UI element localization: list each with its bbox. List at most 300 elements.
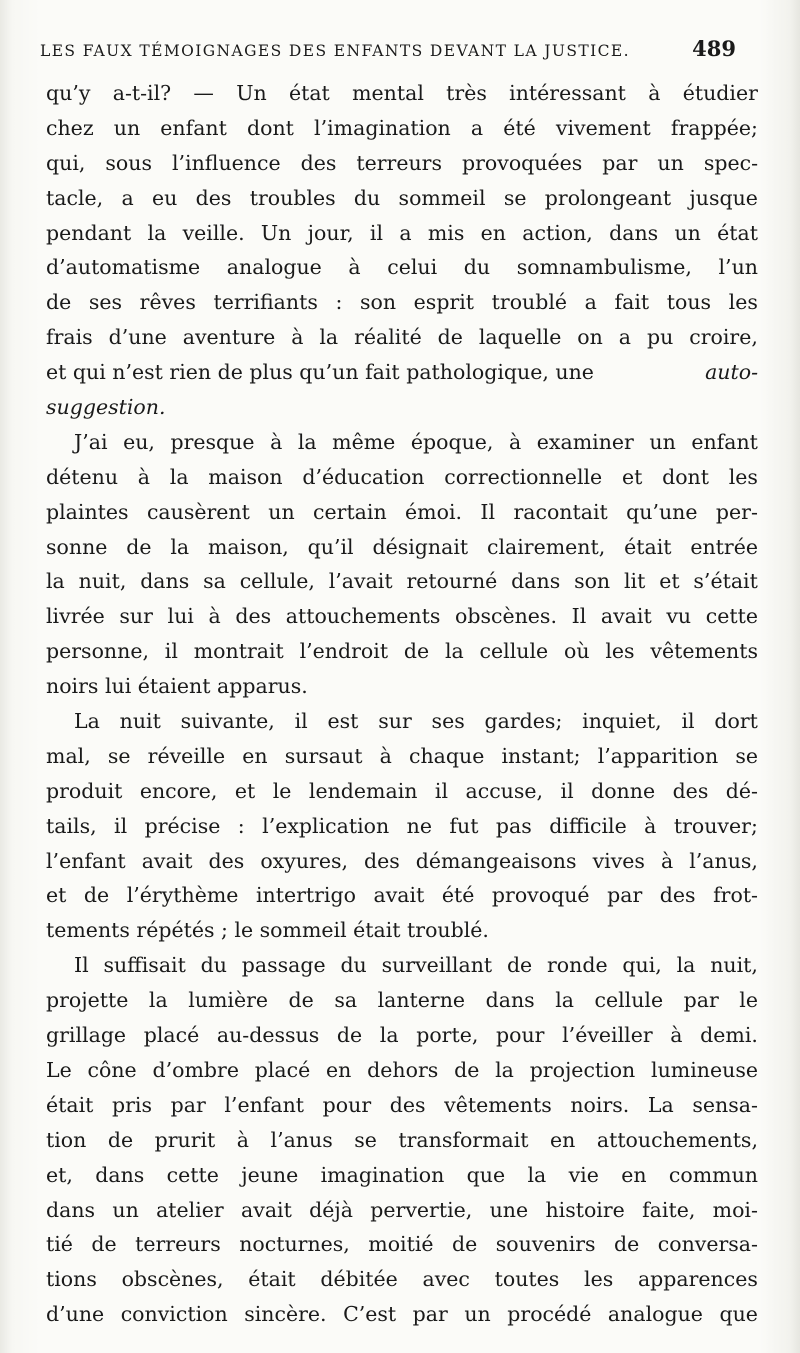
word: faite, [642, 1197, 696, 1222]
word: maison [208, 464, 283, 489]
text-line: tements répétés ; le sommeil était troublé. [46, 918, 489, 943]
word: frais [46, 325, 93, 350]
word: en [621, 1162, 647, 1187]
word: certain [313, 499, 387, 524]
word: chaque [408, 743, 485, 768]
word: tié [46, 1232, 73, 1257]
word: frappée; [670, 115, 758, 140]
word: qui, [46, 150, 86, 175]
italic-text: auto- [705, 360, 758, 385]
word: des [672, 778, 709, 803]
word: a [584, 290, 597, 315]
word: la [444, 639, 464, 664]
word: La [647, 1092, 674, 1117]
word: avec [422, 1267, 470, 1292]
word: dans [140, 569, 190, 594]
word: s’était [693, 569, 758, 594]
word: laquelle [478, 325, 562, 350]
word: des [300, 150, 337, 175]
text-line [46, 181, 758, 216]
word: d’une [108, 325, 167, 350]
word: obscènes, [121, 1267, 224, 1292]
word: au-dessus [216, 1023, 320, 1048]
word: spec- [703, 150, 758, 175]
word: celui [387, 255, 438, 280]
word: troublé [491, 290, 568, 315]
word: du [353, 185, 381, 210]
word: la [379, 1023, 399, 1048]
word: esprit [413, 290, 475, 315]
text-line [46, 320, 758, 355]
word: procédé [507, 1302, 592, 1327]
word: tion [46, 1127, 87, 1152]
word: en [326, 1057, 352, 1082]
text-line [46, 1088, 758, 1123]
word: l’enfant [46, 848, 126, 873]
word: à [509, 429, 522, 454]
word: et [659, 569, 680, 594]
word: cette [705, 604, 758, 629]
word: fait [614, 290, 650, 315]
word: noirs. [570, 1092, 630, 1117]
word: la [148, 988, 168, 1013]
word: de [437, 325, 463, 350]
word: action, [522, 220, 593, 245]
word: à [348, 255, 361, 280]
word: tacle, [46, 185, 104, 210]
word: la [319, 325, 339, 350]
word: a [399, 220, 412, 245]
text-line [46, 285, 758, 320]
word: il [164, 639, 178, 664]
word: déjà [309, 1197, 353, 1222]
word: se [735, 743, 758, 768]
word: les [728, 464, 758, 489]
text-line [46, 495, 758, 530]
word: pour [496, 1023, 545, 1048]
word: terreurs [356, 150, 442, 175]
word: moitié [368, 1232, 434, 1257]
word: troubles [249, 185, 336, 210]
word: pour [322, 1092, 372, 1117]
word: analogue [226, 255, 322, 280]
text-line: noirs lui étaient apparus. [46, 674, 308, 699]
word: provoqué [491, 883, 590, 908]
word: à [208, 604, 221, 629]
word: sonne [46, 534, 108, 559]
word: a [618, 325, 632, 350]
word: Un [236, 81, 267, 105]
word: par [170, 1092, 206, 1117]
word: se [107, 743, 131, 768]
word: d’ombre [152, 1057, 239, 1082]
word: La [74, 709, 100, 734]
word: son [574, 569, 611, 594]
word: le [272, 778, 292, 803]
text-line [46, 844, 758, 879]
word: l’endroit [299, 639, 389, 664]
word: passage [241, 953, 326, 978]
word: — [193, 81, 214, 105]
word: suffisait [103, 953, 186, 978]
word: difficile [549, 813, 627, 838]
word: Le [46, 1057, 72, 1082]
word: des [364, 848, 400, 873]
word: instant; [501, 743, 581, 768]
word: la [147, 220, 167, 245]
word: l’imagination [314, 115, 451, 140]
word: obscènes. [454, 604, 557, 629]
word: lui [167, 604, 194, 629]
word: des [389, 1092, 426, 1117]
word: où [563, 639, 590, 664]
word: sommeil [398, 185, 486, 210]
word: commun [668, 1162, 758, 1187]
word: lumière [188, 988, 269, 1013]
word: cellule [594, 988, 664, 1013]
word: examiner [536, 429, 634, 454]
text-line [46, 1018, 758, 1053]
word: montrait [193, 639, 284, 664]
word: des [235, 604, 272, 629]
word: conviction [120, 1302, 228, 1327]
word: il [434, 778, 449, 803]
word: en [242, 743, 268, 768]
word: : [335, 290, 343, 315]
word: avait [141, 848, 193, 873]
word: pris [112, 1092, 152, 1117]
word: encore, [139, 778, 218, 803]
word: il [369, 220, 384, 245]
word: trouver; [673, 813, 758, 838]
text-line [46, 599, 758, 634]
word: de [91, 1232, 117, 1257]
word: jeune [241, 1162, 299, 1187]
word: cellule, [239, 569, 315, 594]
text-line [46, 1193, 758, 1228]
word: porte, [416, 1023, 479, 1048]
word: Il [571, 604, 587, 629]
word: toutes [494, 1267, 560, 1292]
word: la [170, 534, 190, 559]
word: réveille [147, 743, 226, 768]
word: l’anus, [689, 848, 758, 873]
italic-text: suggestion. [46, 395, 166, 420]
word: à [648, 81, 661, 105]
word: sensa- [692, 1092, 758, 1117]
word: était [46, 1092, 94, 1117]
word: personne, [46, 639, 149, 664]
word: transformait [398, 1127, 529, 1152]
word: en [480, 220, 506, 245]
word: en [550, 1127, 576, 1152]
word: : [237, 813, 245, 838]
word: correctionnelle [444, 464, 603, 489]
word: sous [105, 150, 152, 175]
word: entrée [690, 534, 758, 559]
word: projection [529, 1057, 636, 1082]
word: lit [623, 569, 646, 594]
word: lendemain [308, 778, 418, 803]
word: nuit, [78, 569, 127, 594]
word: pendant [46, 220, 132, 245]
word: étudier [682, 81, 758, 105]
word: sa [203, 569, 226, 594]
word: attouchements [285, 604, 441, 629]
page-number: 489 [692, 36, 736, 61]
word: à [137, 464, 151, 489]
word: les [728, 290, 758, 315]
word: cône [87, 1057, 137, 1082]
word: sur [119, 604, 153, 629]
word: du [340, 953, 367, 978]
text-line [46, 76, 758, 111]
word: accuse, [465, 778, 544, 803]
word: du [463, 255, 491, 280]
word: dans [485, 988, 535, 1013]
text-line [46, 878, 758, 913]
word: mal, [46, 743, 91, 768]
word: lumineuse [651, 1057, 758, 1082]
word: d’automatisme [46, 255, 201, 280]
text-line [46, 1123, 758, 1158]
word: qu’une [626, 499, 698, 524]
word: dans [609, 220, 659, 245]
word: d’éducation [302, 464, 425, 489]
word: histoire [545, 1197, 625, 1222]
word: produit [46, 778, 123, 803]
word: Il [480, 499, 496, 524]
word: ses [88, 290, 123, 315]
word: il [114, 813, 128, 838]
word: ronde [547, 953, 608, 978]
word: ne [406, 813, 432, 838]
word: gardes; [484, 709, 563, 734]
word: on [577, 325, 603, 350]
word: un [268, 499, 295, 524]
word: vêtements [650, 639, 758, 664]
word: analogue [607, 1302, 703, 1327]
word: placé [143, 1023, 200, 1048]
word: enfant [691, 429, 758, 454]
word: cellule [479, 639, 549, 664]
word: intéressant [509, 81, 626, 105]
word: dans [511, 569, 561, 594]
word: la [297, 429, 317, 454]
word: de [452, 1232, 478, 1257]
word: croire, [689, 325, 758, 350]
text-line [46, 1297, 758, 1332]
word: provoquées [461, 150, 583, 175]
word: fut [449, 813, 479, 838]
word: à [291, 325, 304, 350]
word: sincère. [244, 1302, 327, 1327]
word: une [489, 1197, 529, 1222]
word: été [441, 883, 475, 908]
word: qu’il [307, 534, 354, 559]
word: pas [495, 813, 532, 838]
word: à [379, 743, 392, 768]
text-line [46, 1158, 758, 1193]
word: nuit, [710, 953, 758, 978]
word: un [674, 220, 701, 245]
word: mis [427, 220, 465, 245]
word: des [659, 883, 696, 908]
text-line: et qui n’est rien de plus qu’un fait pathologique, une auto- [46, 355, 758, 390]
word: per- [715, 499, 758, 524]
word: avait [600, 604, 652, 629]
word: de [107, 1127, 134, 1152]
word: et [234, 778, 256, 803]
paragraph-first-line [46, 704, 758, 739]
text-line [46, 1053, 758, 1088]
word: de [83, 883, 110, 908]
text-line [46, 530, 758, 565]
word: de [126, 534, 152, 559]
word: la [495, 1057, 514, 1082]
text-line [46, 983, 758, 1018]
word: imagination [320, 1162, 445, 1187]
word: ses [431, 709, 465, 734]
word: du [200, 953, 227, 978]
word: à [270, 429, 283, 454]
word: la [527, 1162, 547, 1187]
word: l’influence [171, 150, 281, 175]
word: plaintes [46, 499, 129, 524]
word: a [470, 115, 484, 140]
word: eu, [123, 429, 155, 454]
word: à [670, 1023, 683, 1048]
word: la [676, 953, 696, 978]
text-line [46, 216, 758, 251]
word: prurit [154, 1127, 216, 1152]
word: son [359, 290, 397, 315]
word: de [614, 1232, 640, 1257]
word: se [503, 185, 527, 210]
word: enfant [160, 115, 227, 140]
word: nocturnes, [239, 1232, 350, 1257]
word: Il [74, 953, 89, 978]
word: des [208, 848, 245, 873]
word: aventure [182, 325, 276, 350]
word: dans [95, 1162, 145, 1187]
word: se [354, 1127, 377, 1152]
text-line [46, 111, 758, 146]
word: un [649, 429, 676, 454]
word: la [46, 569, 65, 594]
word: projette [46, 988, 129, 1013]
word: sursaut [284, 743, 363, 768]
word: souvenirs [495, 1232, 596, 1257]
paragraph-first-line [46, 948, 758, 983]
word: veille. [182, 220, 245, 245]
word: demi. [700, 1023, 758, 1048]
text-line [46, 739, 758, 774]
word: été [503, 115, 536, 140]
word: l’enfant [224, 1092, 305, 1117]
word: les [584, 1267, 614, 1292]
word: il [681, 709, 695, 734]
word: de [288, 988, 314, 1013]
word: l’éveiller [562, 1023, 653, 1048]
word: par [607, 883, 643, 908]
word: frot- [713, 883, 758, 908]
word: attouchements, [596, 1127, 758, 1152]
word: conversa- [657, 1232, 758, 1257]
text-line [46, 390, 758, 425]
word: que [719, 1302, 758, 1327]
word: rêves [139, 290, 196, 315]
word: placé [254, 1057, 311, 1082]
word: moi- [712, 1197, 758, 1222]
word: par [412, 1302, 448, 1327]
word: la [555, 988, 574, 1013]
text-line [46, 1262, 758, 1297]
word: un [113, 115, 141, 140]
running-header [40, 36, 736, 61]
word: à [236, 1127, 250, 1152]
word: presque [170, 429, 255, 454]
word: précise [144, 813, 221, 838]
word: J’ai [74, 429, 108, 454]
word: l’un [718, 255, 758, 280]
word: et [46, 883, 67, 908]
word: tous [666, 290, 712, 315]
word: émoi. [405, 499, 463, 524]
word: cette [166, 1162, 219, 1187]
word: avait [241, 1197, 292, 1222]
text-line [46, 250, 758, 285]
word: l’apparition [597, 743, 719, 768]
word: l’érythème [126, 883, 239, 908]
text-line [46, 809, 758, 844]
text-line [46, 460, 758, 495]
word: intertrigo [255, 883, 356, 908]
word: maison, [207, 534, 289, 559]
word: retourné [406, 569, 498, 594]
paragraph-first-line [46, 425, 758, 460]
word: à [644, 813, 657, 838]
word: sa [334, 988, 358, 1013]
word: de [46, 290, 72, 315]
word: les [605, 639, 635, 664]
text-line [46, 146, 758, 181]
word: très [446, 81, 487, 105]
word: même [332, 429, 396, 454]
word: atelier [156, 1197, 224, 1222]
word: lanterne [377, 988, 466, 1013]
word: donne [591, 778, 656, 803]
word: nuit [119, 709, 161, 734]
word: désignait [372, 534, 469, 559]
word: a-t-il? [112, 81, 172, 105]
text-line [46, 1227, 758, 1262]
word: et, [46, 1162, 73, 1187]
word: détenu [46, 464, 119, 489]
word: mental [352, 81, 424, 105]
word: chez [46, 115, 94, 140]
word: de [506, 953, 533, 978]
word: est [327, 709, 359, 734]
word: de [403, 639, 430, 664]
word: état [717, 220, 758, 245]
word: vives [592, 848, 645, 873]
word: de [336, 1023, 363, 1048]
word: époque, [410, 429, 494, 454]
word: a [121, 185, 134, 210]
word: tions [46, 1267, 97, 1292]
word: par [602, 150, 638, 175]
